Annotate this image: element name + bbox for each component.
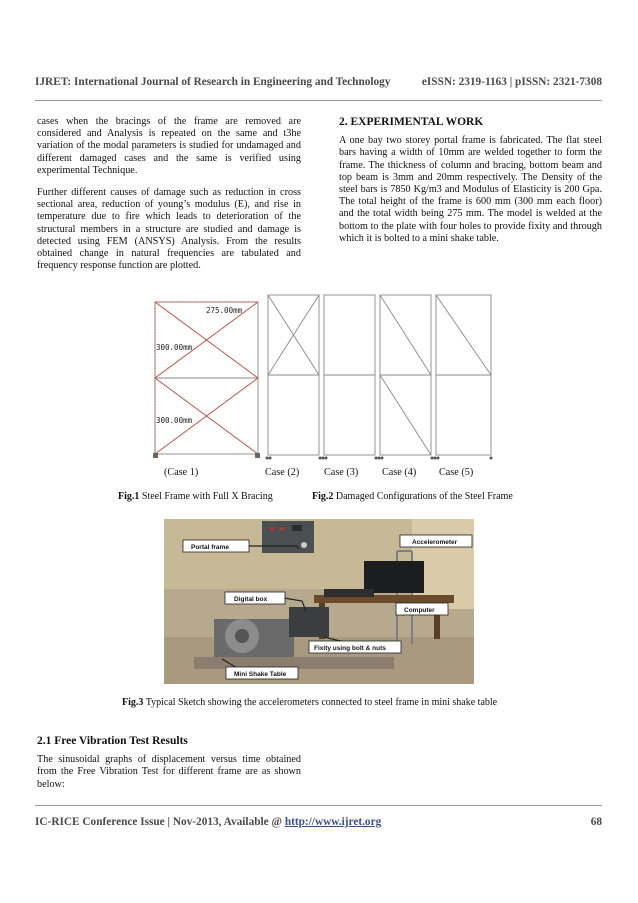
height-dimension-bottom: 300.00mm <box>156 416 193 425</box>
fig3-caption: Fig.3 Typical Sketch showing the accelerometers connected to steel frame in mini shake table <box>122 697 498 708</box>
footer-text: IC-RICE Conference Issue | Nov-2013, Available @ <box>35 816 285 828</box>
section-heading: 2.1 Free Vibration Test Results <box>37 735 188 747</box>
footer-rule <box>35 805 602 806</box>
frame-figures <box>148 290 498 468</box>
running-footer <box>35 816 602 828</box>
header-rule <box>35 100 602 101</box>
running-header <box>35 76 602 88</box>
experimental-setup-photo <box>164 519 474 684</box>
section-heading: 2. EXPERIMENTAL WORK <box>339 116 484 128</box>
mini-shake-table-label: Mini Shake Table <box>234 671 287 678</box>
page-number: 68 <box>590 816 602 828</box>
case-label: Case (5) <box>439 467 474 478</box>
fig2-damaged-frames <box>268 295 491 455</box>
case-label: Case (2) <box>265 467 300 478</box>
fig1-braced-frame <box>155 302 258 454</box>
computer-label: Computer <box>404 607 435 614</box>
left-column <box>37 116 301 282</box>
journal-link[interactable]: http://www.ijret.org <box>284 816 382 828</box>
paragraph: The sinusoidal graphs of displacement versus time obtained from the Free Vibration Test for different frame are as shown below: <box>37 754 301 790</box>
width-dimension: 275.00mm <box>206 306 243 315</box>
accelerometer-label: Accelerometer <box>412 539 458 546</box>
paragraph: Further different causes of damage such as reduction in cross sectional area, reduction of young’s modulus (E), and rise in temperature due to fire which leads to deterioration of the structural members in a structure are studied and damage is detected using FEM (ANSYS) Analysis. From the results obtained change in natural frequencies are tabulated and frequency response function are plotted. <box>37 187 301 272</box>
fixity-label: Fixity using bolt & nuts <box>314 645 386 652</box>
fig2-caption: Fig.2 Damaged Configurations of the Steel Frame <box>312 491 513 502</box>
issn-info: eISSN: 2319-1163 | pISSN: 2321-7308 <box>421 76 602 88</box>
fig2-supports <box>266 457 493 460</box>
height-dimension-top: 300.00mm <box>156 343 193 352</box>
case-label: Case (3) <box>324 467 359 478</box>
digital-box-label: Digital box <box>234 596 268 603</box>
paragraph: cases when the bracings of the frame are removed are considered and Analysis is repeated on the same and t3he variation of the modal parameters is studied for undamaged and different damaged cases and the same is verified using experimental Technique. <box>37 116 301 176</box>
paragraph: A one bay two storey portal frame is fabricated. The flat steel bars having a width of 10mm are welded together to form the frame. The thickness of column and bracing, bottom beam and top beam is 3mm and 20mm respectively. The Density of the steel bars is 7850 Kg/m3 and Modulus of Elasticity is 200 Gpa. The total height of the frame is 600 mm (300 mm each floor) and the total width being 275 mm. The model is welded at the bottom to the plate with four holes to provide fixity and through which it is bolted to a mini shake table. <box>339 135 602 244</box>
right-column <box>339 116 602 255</box>
fig1-caption: Fig.1 Steel Frame with Full X Bracing <box>118 491 273 502</box>
case-label: Case (4) <box>382 467 417 478</box>
fig1-dimensions <box>156 306 243 425</box>
section-2-1 <box>37 735 301 801</box>
case-label: (Case 1) <box>164 467 199 478</box>
journal-name: IJRET: International Journal of Research in Engineering and Technology <box>35 76 391 88</box>
portal-frame-label: Portal frame <box>191 544 229 551</box>
